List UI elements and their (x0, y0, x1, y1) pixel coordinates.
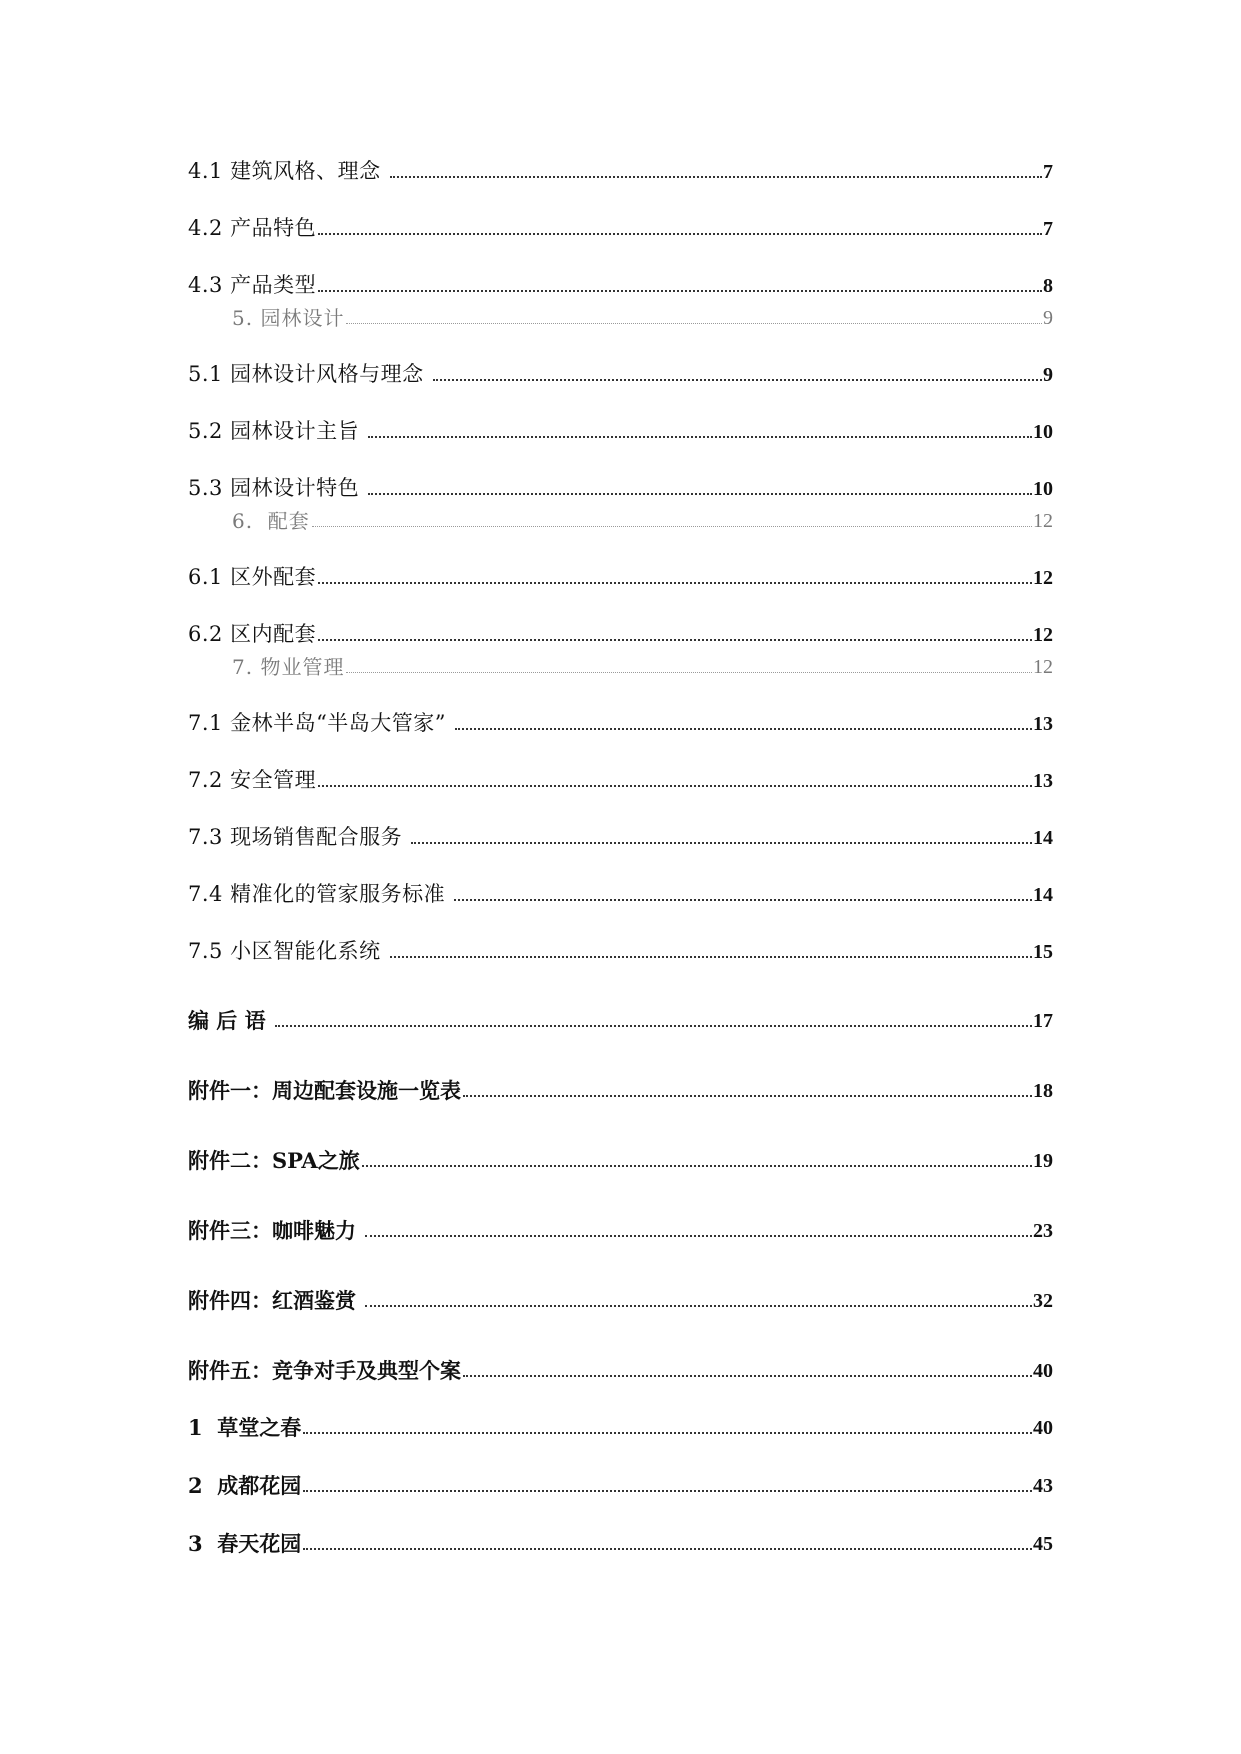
toc-entry-label: 7.1 金林半岛“半岛大管家” (188, 711, 454, 735)
toc-entry-6-2[interactable] (188, 615, 1053, 645)
toc-entry-7-5[interactable] (188, 932, 1053, 962)
toc-page-number: 10 (1033, 421, 1053, 443)
toc-page-number: 13 (1033, 713, 1053, 735)
dot-leader (365, 1304, 1032, 1307)
toc-page-number: 14 (1033, 827, 1053, 849)
toc-entry-label: 附件四：红酒鉴赏 (188, 1288, 364, 1313)
toc-page-number: 23 (1033, 1220, 1053, 1242)
toc-entry-label: 4.2 产品特色 (188, 216, 317, 240)
toc-entry-label: 4.1 建筑风格、理念 (188, 159, 388, 183)
toc-entry-case-1[interactable] (188, 1408, 1053, 1438)
toc-entry-label: 附件三：咖啡魅力 (188, 1218, 364, 1243)
dot-leader (455, 727, 1032, 730)
dot-leader (303, 1431, 1032, 1434)
toc-page-number: 12 (1033, 510, 1053, 532)
toc-entry-afterword[interactable] (188, 1001, 1053, 1031)
toc-page-number: 8 (1043, 275, 1053, 297)
toc-entry-7[interactable] (232, 647, 1053, 677)
toc-entry-appendix-5[interactable] (188, 1351, 1053, 1381)
toc-page-number: 45 (1033, 1533, 1053, 1555)
toc-page-number: 10 (1033, 478, 1053, 500)
dot-leader (346, 322, 1042, 324)
toc-entry-label: 6. 配套 (232, 509, 310, 533)
dot-leader (318, 581, 1032, 584)
dot-leader (318, 784, 1032, 787)
toc-entry-appendix-2[interactable] (188, 1141, 1053, 1171)
toc-page-number: 12 (1033, 567, 1053, 589)
toc-entry-label: 附件二：SPA之旅 (188, 1148, 360, 1173)
toc-entry-appendix-1[interactable] (188, 1071, 1053, 1101)
toc-page-number: 13 (1033, 770, 1053, 792)
toc-page-number: 43 (1033, 1475, 1053, 1497)
dot-leader (411, 841, 1032, 844)
dot-leader (368, 492, 1032, 495)
toc-page-number: 7 (1043, 218, 1053, 240)
toc-entry-4-3[interactable] (188, 266, 1053, 296)
dot-leader (318, 289, 1042, 292)
toc-page-number: 40 (1033, 1360, 1053, 1382)
toc-entry-5-3[interactable] (188, 469, 1053, 499)
toc-entry-label: 5.2 园林设计主旨 (188, 419, 367, 443)
toc-entry-label: 7.3 现场销售配合服务 (188, 825, 410, 849)
dot-leader (390, 175, 1042, 178)
dot-leader (463, 1374, 1032, 1377)
dot-leader (433, 378, 1042, 381)
toc-page-number: 17 (1033, 1010, 1053, 1032)
toc-entry-label: 7.4 精准化的管家服务标准 (188, 882, 453, 906)
toc-entry-5-2[interactable] (188, 412, 1053, 442)
dot-leader (454, 898, 1032, 901)
dot-leader (275, 1024, 1032, 1027)
toc-entry-label: 5.3 园林设计特色 (188, 476, 367, 500)
dot-leader (303, 1489, 1032, 1492)
toc-page-number: 14 (1033, 884, 1053, 906)
toc-page-number: 9 (1043, 307, 1053, 329)
dot-leader (303, 1547, 1032, 1550)
toc-entry-label: 7. 物业管理 (232, 655, 345, 679)
dot-leader (463, 1094, 1032, 1097)
toc-entry-label: 6.1 区外配套 (188, 565, 317, 589)
toc-entry-label: 编 后 语 (188, 1008, 273, 1033)
dot-leader (312, 525, 1032, 527)
toc-entry-case-2[interactable] (188, 1466, 1053, 1496)
toc-page-number: 32 (1033, 1290, 1053, 1312)
toc-page-number: 12 (1033, 624, 1053, 646)
toc-entry-4-2[interactable] (188, 209, 1053, 239)
toc-entry-label: 附件五：竞争对手及典型个案 (188, 1358, 461, 1383)
toc-entry-5-1[interactable] (188, 355, 1053, 385)
toc-page-number: 18 (1033, 1080, 1053, 1102)
toc-entry-7-3[interactable] (188, 818, 1053, 848)
toc-entry-label: 附件一：周边配套设施一览表 (188, 1078, 461, 1103)
toc-page-number: 19 (1033, 1150, 1053, 1172)
toc-page-number: 7 (1043, 161, 1053, 183)
toc-page-number: 40 (1033, 1417, 1053, 1439)
toc-entry-label: 5. 园林设计 (232, 306, 345, 330)
toc-entry-label: 4.3 产品类型 (188, 273, 317, 297)
toc-entry-label: 1 草堂之春 (188, 1415, 302, 1440)
toc-entry-label: 7.2 安全管理 (188, 768, 317, 792)
dot-leader (362, 1164, 1032, 1167)
toc-entry-label: 3 春天花园 (188, 1531, 302, 1556)
dot-leader (318, 638, 1032, 641)
toc-entry-appendix-4[interactable] (188, 1281, 1053, 1311)
dot-leader (390, 955, 1032, 958)
toc-page-number: 12 (1033, 656, 1053, 678)
toc-page-number: 9 (1043, 364, 1053, 386)
dot-leader (346, 671, 1032, 673)
toc-entry-6[interactable] (232, 501, 1053, 531)
toc-entry-appendix-3[interactable] (188, 1211, 1053, 1241)
toc-entry-4-1[interactable] (188, 152, 1053, 182)
toc-entry-6-1[interactable] (188, 558, 1053, 588)
toc-entry-7-1[interactable] (188, 704, 1053, 734)
dot-leader (365, 1234, 1032, 1237)
toc-entry-case-3[interactable] (188, 1524, 1053, 1554)
toc-entry-label: 5.1 园林设计风格与理念 (188, 362, 431, 386)
toc-entry-5[interactable] (232, 298, 1053, 328)
toc-page-number: 15 (1033, 941, 1053, 963)
toc-entry-label: 2 成都花园 (188, 1473, 302, 1498)
dot-leader (368, 435, 1032, 438)
toc-entry-label: 6.2 区内配套 (188, 622, 317, 646)
toc-entry-label: 7.5 小区智能化系统 (188, 939, 388, 963)
toc-entry-7-2[interactable] (188, 761, 1053, 791)
dot-leader (318, 232, 1042, 235)
toc-entry-7-4[interactable] (188, 875, 1053, 905)
